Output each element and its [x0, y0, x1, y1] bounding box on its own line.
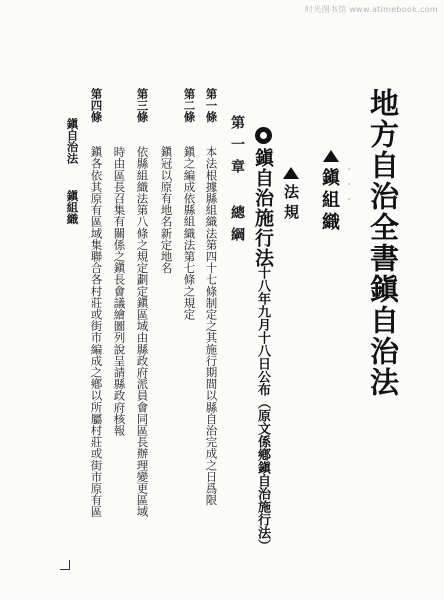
- article-text: 本法根據縣組織法第四十七條制定之其施行期間以縣自治完成之日爲限: [204, 146, 219, 506]
- article-label: 第一條: [204, 88, 219, 123]
- corner-mark: [60, 560, 70, 570]
- article-text: 時由區長召集有關係之鎭長會議繪圖列說呈請縣政府核報: [112, 146, 127, 436]
- article-text: 鎭冠以原有地名新定地名: [159, 146, 174, 274]
- section-heading: 鎭組織: [319, 168, 340, 234]
- sub-heading: 法規: [282, 184, 300, 224]
- circle-bullet-icon: [255, 127, 272, 144]
- law-title: 鎭自治施行法: [252, 148, 274, 268]
- book-title: 地方自治全書鎭自治法: [366, 88, 400, 398]
- triangle-bullet-icon: [283, 167, 299, 179]
- triangle-bullet-icon: [323, 150, 339, 162]
- article-label: 第四條: [89, 88, 104, 123]
- article-text: 依縣組織法第八條之規定劃定鎭區域由縣政府派員會同區長辦理變更區域: [135, 146, 150, 518]
- running-title: 鎭自治法: [65, 118, 80, 164]
- article-text: 鎭之編成依縣組織法第七條之規定: [182, 146, 197, 320]
- article-label: 第三條: [135, 88, 150, 123]
- article-text: 鎭各依其原有區域集聯合各村莊或街市編成之鄕以所屬村莊或街市原有區: [89, 146, 104, 518]
- running-section: 鎭組織: [65, 190, 80, 225]
- article-label: 第二條: [182, 88, 197, 123]
- chapter-heading: 第一章 總綱: [229, 115, 245, 249]
- watermark: 时光图书馆 www.atimebook.com: [305, 5, 438, 14]
- emphasis-dots: ．．．: [342, 168, 351, 217]
- law-note: 十八年九月十八日公布（原文係鄕鎭自治施行法）: [255, 266, 270, 552]
